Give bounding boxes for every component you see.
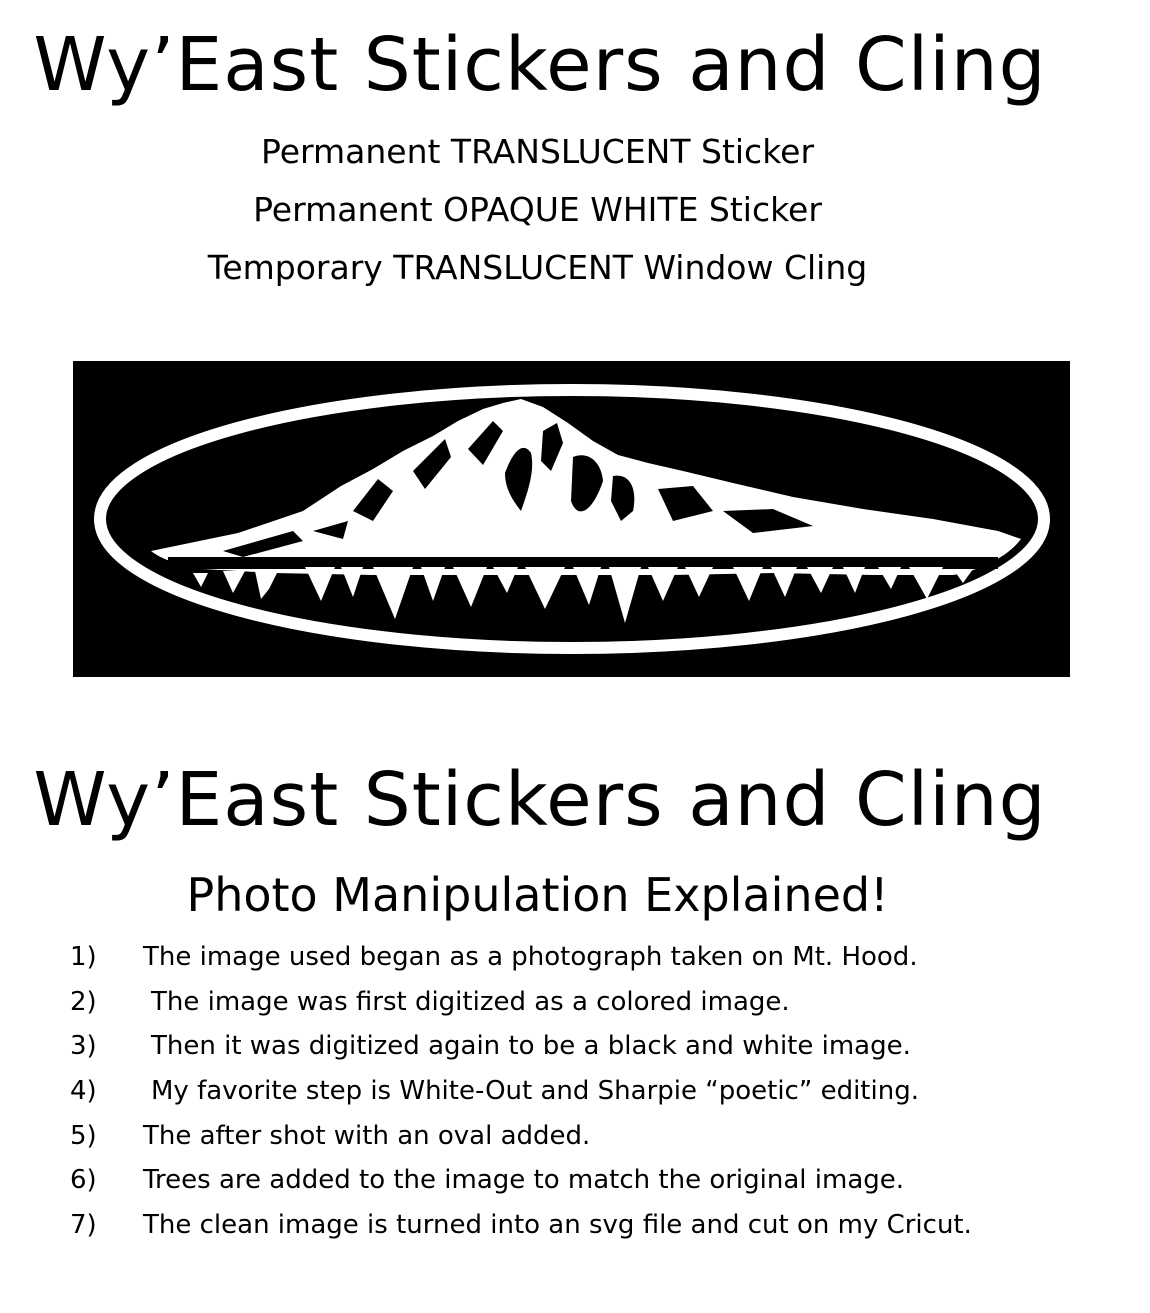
- list-item: [70, 988, 972, 1033]
- step-text: The image was first digitized as a colored image.: [151, 986, 790, 1017]
- list-item: [70, 1077, 972, 1122]
- list-item: [70, 1122, 972, 1167]
- step-number: 7): [70, 1210, 97, 1241]
- list-item: [70, 1211, 972, 1256]
- product-option-translucent-sticker: Permanent TRANSLUCENT Sticker: [260, 132, 815, 171]
- section-subtitle: Photo Manipulation Explained!: [186, 868, 889, 922]
- list-item: [70, 1032, 972, 1077]
- step-number: 3): [70, 1031, 97, 1062]
- step-number: 4): [70, 1076, 97, 1107]
- section-title: Wy’East Stickers and Cling: [33, 757, 1047, 843]
- product-option-opaque-white-sticker: Permanent OPAQUE WHITE Sticker: [253, 190, 822, 229]
- step-number: 5): [70, 1120, 97, 1151]
- step-number: 2): [70, 986, 97, 1017]
- step-number: 6): [70, 1165, 97, 1196]
- step-text: My favorite step is White-Out and Sharpie “poetic” editing.: [151, 1076, 919, 1107]
- step-text: The clean image is turned into an svg file and cut on my Cricut.: [143, 1210, 972, 1241]
- step-text: The image used began as a photograph taken on Mt. Hood.: [143, 942, 918, 972]
- step-text: Then it was digitized again to be a black and white image.: [151, 1031, 911, 1062]
- step-number: 1): [70, 942, 97, 972]
- list-item: [70, 1166, 972, 1211]
- list-item: [70, 943, 972, 988]
- page-title: Wy’East Stickers and Cling: [33, 22, 1047, 108]
- step-text: Trees are added to the image to match the original image.: [143, 1165, 905, 1196]
- step-text: The after shot with an oval added.: [143, 1120, 591, 1151]
- mountain-sticker-artwork: [73, 361, 1070, 677]
- product-option-window-cling: Temporary TRANSLUCENT Window Cling: [207, 248, 868, 287]
- steps-list: [70, 943, 972, 1256]
